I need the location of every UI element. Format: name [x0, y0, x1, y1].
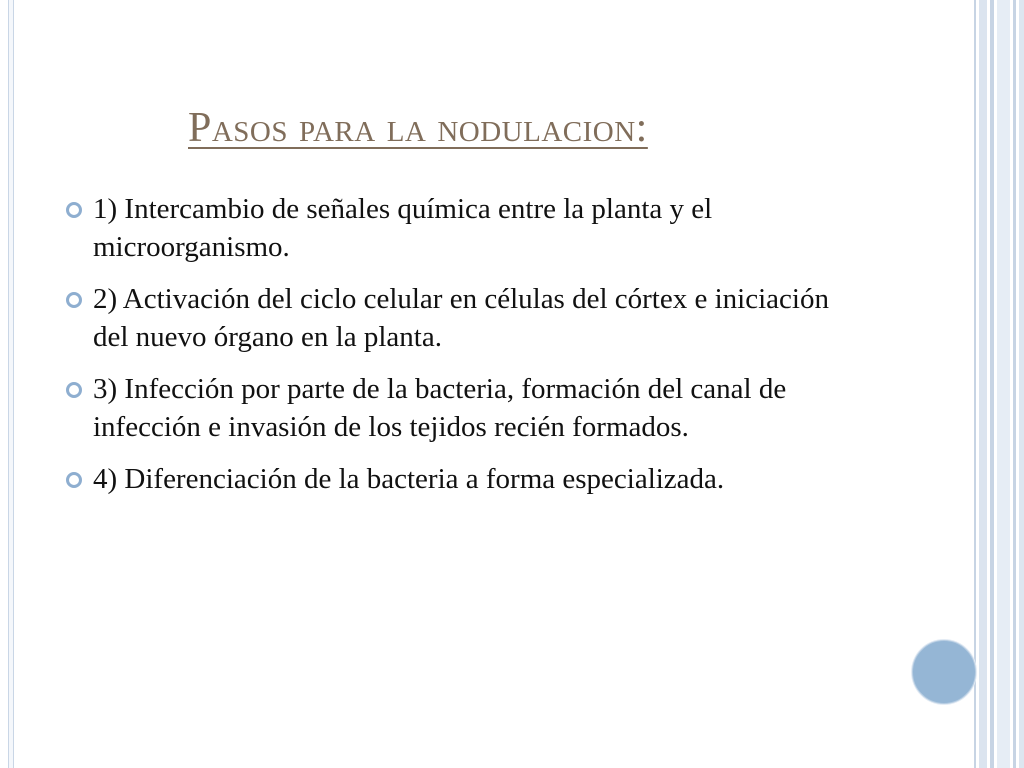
list-item: [66, 190, 866, 266]
bullet-list: [66, 190, 866, 512]
stripe: [974, 0, 976, 768]
bullet-circle-icon: [66, 382, 82, 398]
bullet-text: 2) Activación del ciclo celular en células del córtex e iniciación del nuevo órgano en la planta.: [93, 283, 829, 353]
right-stripes-decoration: [974, 0, 1024, 768]
decorative-circle: [912, 640, 976, 704]
bullet-circle-icon: [66, 202, 82, 218]
stripe: [1013, 0, 1016, 768]
bullet-text: 4) Diferenciación de la bacteria a forma especializada.: [93, 463, 725, 495]
slide-title: Pasos para la nodulacion:: [188, 105, 648, 151]
left-border-decoration: [8, 0, 14, 768]
bullet-circle-icon: [66, 292, 82, 308]
bullet-text: 1) Intercambio de señales química entre la planta y el microorganismo.: [93, 193, 713, 263]
stripe: [997, 0, 1010, 768]
stripe: [990, 0, 994, 768]
bullet-text: 3) Infección por parte de la bacteria, formación del canal de infección e invasión de los tejidos recién formados.: [93, 373, 787, 443]
list-item: [66, 280, 866, 356]
list-item: [66, 370, 866, 446]
bullet-circle-icon: [66, 472, 82, 488]
stripe: [1019, 0, 1024, 768]
stripe: [979, 0, 987, 768]
list-item: [66, 460, 866, 498]
